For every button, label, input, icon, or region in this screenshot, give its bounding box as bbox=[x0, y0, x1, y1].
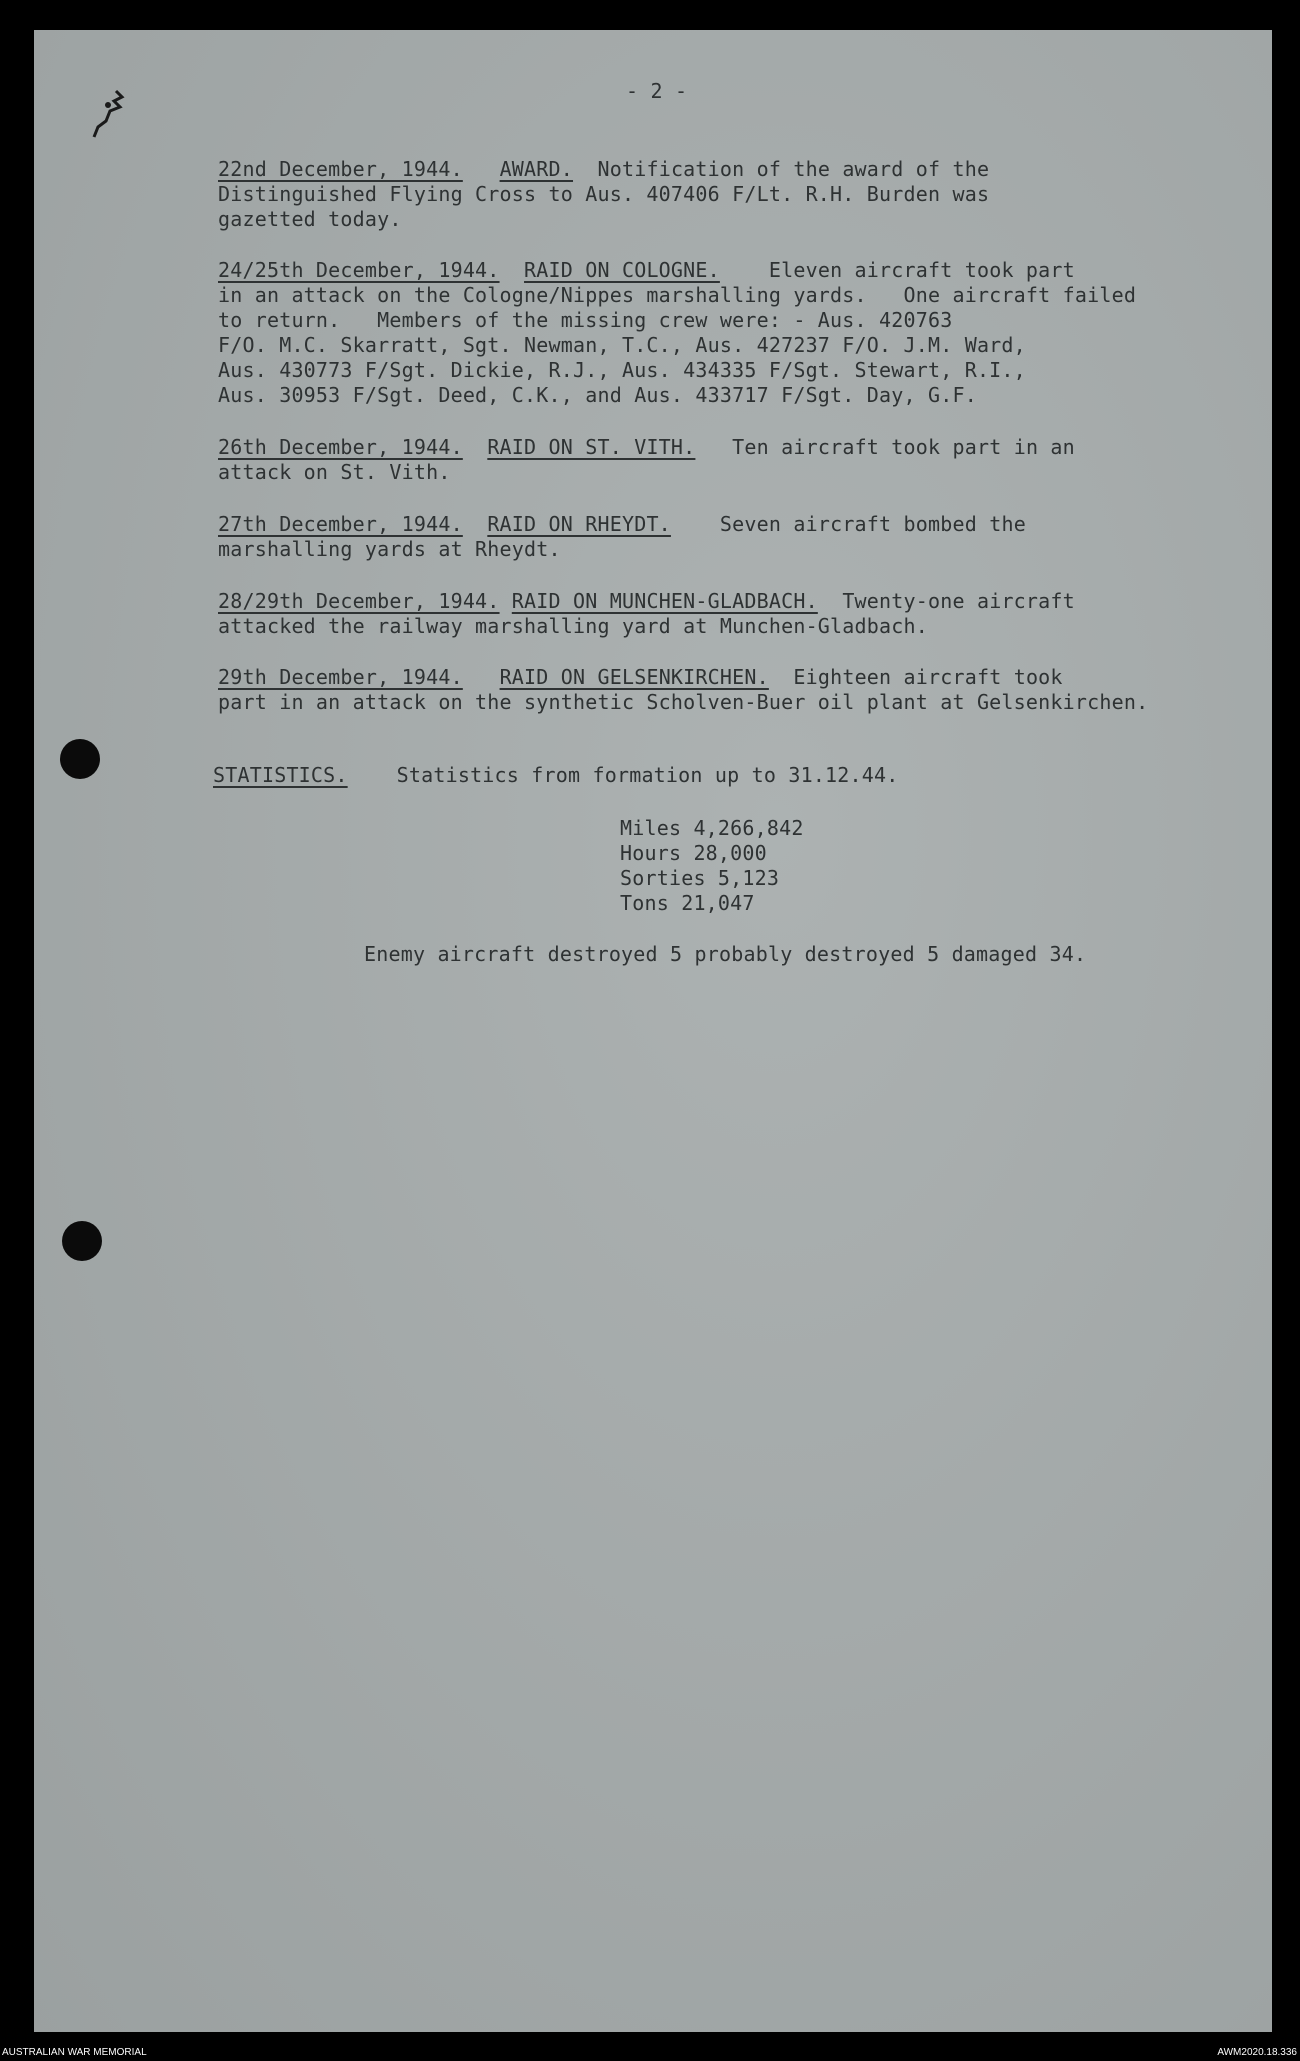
ink-mark bbox=[86, 87, 134, 143]
entry-line: part in an attack on the synthetic Scholven-Buer oil plant at Gelsenkirchen. bbox=[218, 690, 1149, 714]
entry-line: Seven aircraft bombed the bbox=[719, 512, 1026, 536]
diary-entry bbox=[218, 512, 1026, 562]
enemy-aircraft-summary: Enemy aircraft destroyed 5 probably destroyed 5 damaged 34. bbox=[364, 942, 1087, 966]
entry-line: Ten aircraft took part in an bbox=[732, 435, 1075, 459]
entry-heading: RAID ON COLOGNE. bbox=[524, 258, 720, 282]
entry-line: Twenty-one aircraft bbox=[842, 589, 1075, 613]
entry-line: in an attack on the Cologne/Nippes marshalling yards. One aircraft failed bbox=[218, 283, 1137, 307]
entry-line: Eleven aircraft took part bbox=[768, 258, 1075, 282]
entry-line: Aus. 30953 F/Sgt. Deed, C.K., and Aus. 433717 F/Sgt. Day, G.F. bbox=[218, 383, 977, 407]
entry-date: 26th December, 1944. bbox=[218, 435, 463, 459]
entry-date: 28/29th December, 1944. bbox=[218, 589, 500, 613]
entry-line: Eighteen aircraft took bbox=[793, 665, 1063, 689]
entry-line: attacked the railway marshalling yard at Munchen-Gladbach. bbox=[218, 614, 928, 638]
diary-entry bbox=[218, 589, 1075, 639]
statistic-item: Miles 4,266,842 bbox=[620, 816, 804, 840]
entry-heading: AWARD. bbox=[499, 157, 574, 181]
diary-entry bbox=[218, 435, 1075, 485]
statistics-section bbox=[213, 763, 899, 788]
entry-heading: RAID ON MUNCHEN-GLADBACH. bbox=[511, 589, 818, 613]
statistics-list bbox=[620, 816, 804, 916]
entry-line: Aus. 430773 F/Sgt. Dickie, R.J., Aus. 434335 F/Sgt. Stewart, R.I., bbox=[218, 358, 1026, 382]
page-number: - 2 - bbox=[626, 79, 688, 103]
punch-hole bbox=[62, 1221, 102, 1261]
entry-date: 22nd December, 1944. bbox=[218, 157, 463, 181]
entry-date: 27th December, 1944. bbox=[218, 512, 463, 536]
statistic-item: Sorties 5,123 bbox=[620, 866, 780, 890]
entry-date: 24/25th December, 1944. bbox=[218, 258, 500, 282]
entry-line: marshalling yards at Rheydt. bbox=[218, 537, 561, 561]
archive-reference: AWM2020.18.336 bbox=[1217, 2047, 1297, 2058]
entry-line: Distinguished Flying Cross to Aus. 407406 F/Lt. R.H. Burden was bbox=[218, 182, 990, 206]
statistics-intro: Statistics from formation up to 31.12.44. bbox=[396, 763, 899, 787]
entry-date: 29th December, 1944. bbox=[218, 665, 463, 689]
diary-entry bbox=[218, 665, 1148, 715]
statistics-heading: STATISTICS. bbox=[213, 763, 348, 787]
entry-line: to return. Members of the missing crew were: - Aus. 420763 bbox=[218, 308, 953, 332]
entry-line: Notification of the award of the bbox=[597, 157, 990, 181]
entry-heading: RAID ON GELSENKIRCHEN. bbox=[499, 665, 769, 689]
entry-line: gazetted today. bbox=[218, 207, 402, 231]
diary-entry bbox=[218, 258, 1136, 408]
entry-line: attack on St. Vith. bbox=[218, 460, 451, 484]
entry-line: F/O. M.C. Skarratt, Sgt. Newman, T.C., Aus. 427237 F/O. J.M. Ward, bbox=[218, 333, 1026, 357]
punch-hole bbox=[60, 739, 100, 779]
entry-heading: RAID ON ST. VITH. bbox=[487, 435, 696, 459]
statistic-item: Tons 21,047 bbox=[620, 891, 755, 915]
archive-credit: AUSTRALIAN WAR MEMORIAL bbox=[2, 2047, 147, 2058]
diary-entry bbox=[218, 157, 989, 232]
entry-heading: RAID ON RHEYDT. bbox=[487, 512, 671, 536]
statistic-item: Hours 28,000 bbox=[620, 841, 767, 865]
